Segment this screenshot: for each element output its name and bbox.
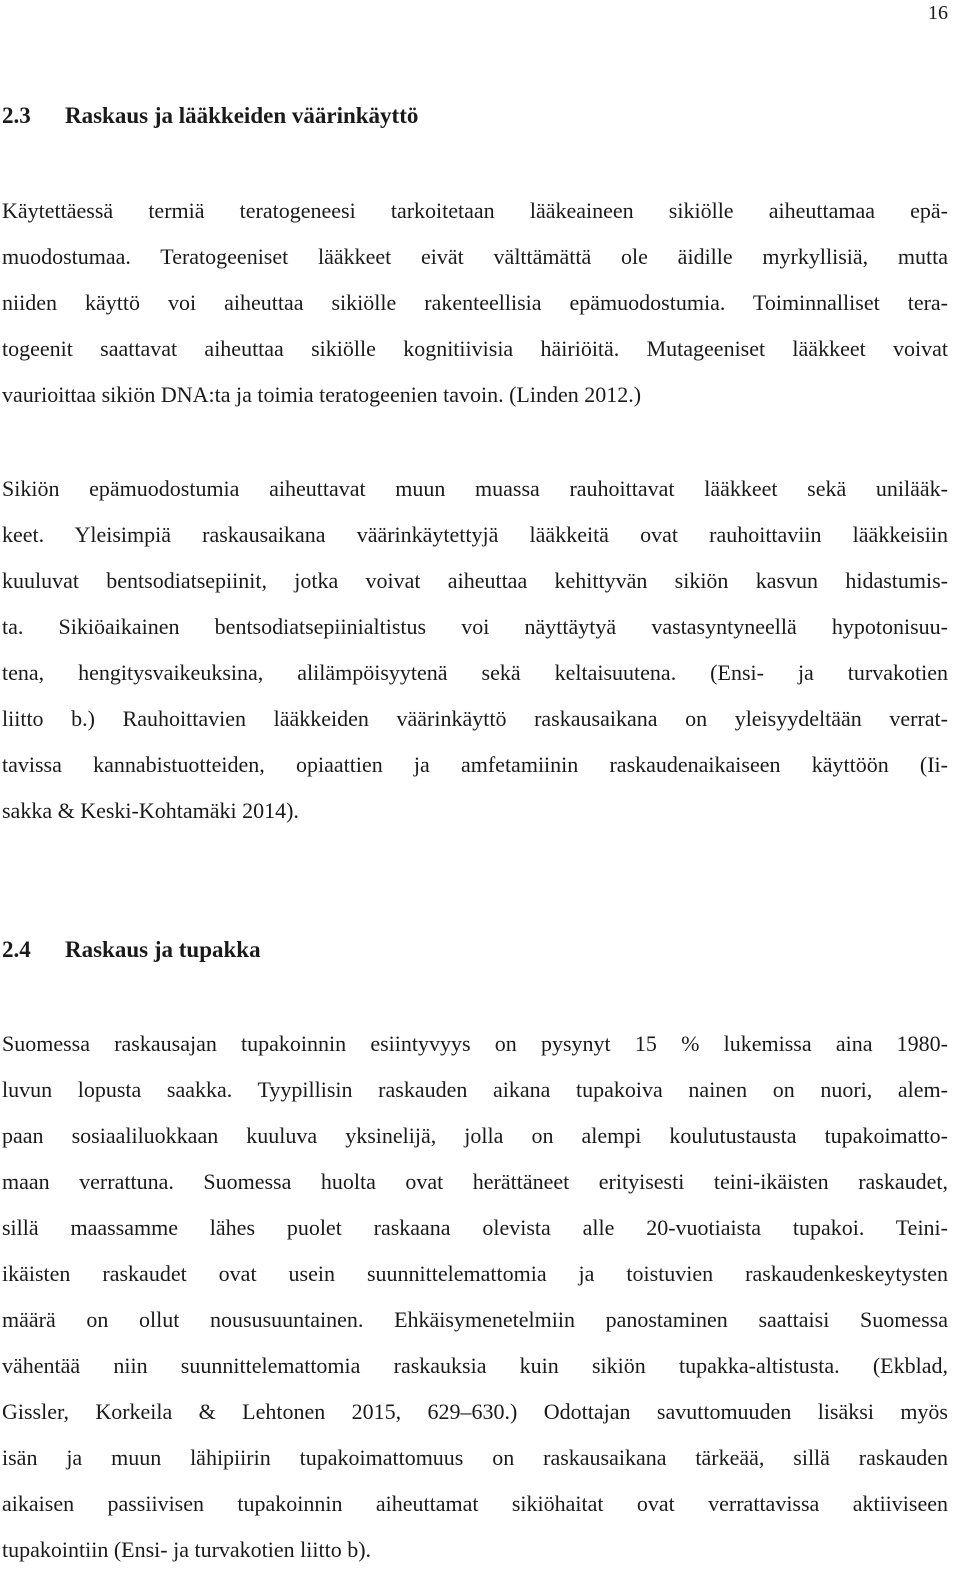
text-line: paan sosiaaliluokkaan kuuluva yksinelijä, jolla on alempi koulutustausta tupakoimatto- (2, 1123, 948, 1148)
text-line: togeenit saattavat aiheuttaa sikiölle kognitiivisia häiriöitä. Mutageeniset lääkkeet voivat (2, 336, 948, 361)
text-line: Suomessa raskausajan tupakoinnin esiintyvyys on pysynyt 15 % lukemissa aina 1980- (2, 1031, 948, 1056)
text-line: maan verrattuna. Suomessa huolta ovat herättäneet erityisesti teini-ikäisten raskaudet, (2, 1169, 948, 1194)
text-line: vaurioittaa sikiön DNA:ta ja toimia teratogeenien tavoin. (Linden 2012.) (2, 382, 642, 407)
paragraph (2, 188, 948, 418)
text-line: Gissler, Korkeila & Lehtonen 2015, 629–630.) Odottajan savuttomuuden lisäksi myös (2, 1399, 948, 1424)
page-number: 16 (928, 2, 948, 24)
text-line: tena, hengitysvaikeuksina, alilämpöisyytenä sekä keltaisuutena. (Ensi- ja turvakotien (2, 660, 948, 685)
section-heading (2, 103, 418, 129)
text-line: ikäisten raskaudet ovat usein suunnittelemattomia ja toistuvien raskaudenkeskeytysten (2, 1261, 948, 1286)
text-line: tavissa kannabistuotteiden, opiaattien ja amfetamiinin raskaudenaikaiseen käyttöön (Ii- (2, 752, 948, 777)
text-line: muodostumaa. Teratogeeniset lääkkeet eivät välttämättä ole äidille myrkyllisiä, mutta (2, 244, 948, 269)
text-line: keet. Yleisimpiä raskausaikana väärinkäytettyjä lääkkeitä ovat rauhoittaviin lääkkeisiin (2, 522, 948, 547)
text-line: määrä on ollut noususuuntainen. Ehkäisymenetelmiin panostaminen saattaisi Suomessa (2, 1307, 948, 1332)
text-line: Käytettäessä termiä teratogeneesi tarkoitetaan lääkeaineen sikiölle aiheuttamaa epä- (2, 198, 948, 223)
text-line: Sikiön epämuodostumia aiheuttavat muun muassa rauhoittavat lääkkeet sekä unilääk- (2, 476, 948, 501)
text-line: kuuluvat bentsodiatsepiinit, jotka voivat aiheuttaa kehittyvän sikiön kasvun hidastumis- (2, 568, 948, 593)
text-line: liitto b.) Rauhoittavien lääkkeiden väärinkäyttö raskausaikana on yleisyydeltään verrat- (2, 706, 948, 731)
text-line: aikaisen passiivisen tupakoinnin aiheuttamat sikiöhaitat ovat verrattavissa aktiiviseen (2, 1491, 948, 1516)
section-number: 2.4 (2, 937, 31, 962)
text-line: vähentää niin suunnittelemattomia raskauksia kuin sikiön tupakka-altistusta. (Ekblad, (2, 1353, 948, 1378)
text-line: isän ja muun lähipiirin tupakoimattomuus on raskausaikana tärkeää, sillä raskauden (2, 1445, 948, 1470)
text-line: luvun lopusta saakka. Tyypillisin raskauden aikana tupakoiva nainen on nuori, alem- (2, 1077, 948, 1102)
section-heading (2, 937, 261, 963)
paragraph (2, 466, 948, 834)
text-line: sakka & Keski-Kohtamäki 2014). (2, 798, 299, 823)
section-title: Raskaus ja lääkkeiden väärinkäyttö (65, 103, 419, 128)
paragraph (2, 1021, 948, 1573)
text-line: tupakointiin (Ensi- ja turvakotien liitto b). (2, 1537, 372, 1562)
text-line: ta. Sikiöaikainen bentsodiatsepiinialtistus voi näyttäytyä vastasyntyneellä hypotonisuu- (2, 614, 948, 639)
text-line: niiden käyttö voi aiheuttaa sikiölle rakenteellisia epämuodostumia. Toiminnalliset tera- (2, 290, 948, 315)
text-line: sillä maassamme lähes puolet raskaana olevista alle 20-vuotiaista tupakoi. Teini- (2, 1215, 948, 1240)
section-title: Raskaus ja tupakka (65, 937, 261, 962)
section-number: 2.3 (2, 103, 31, 128)
